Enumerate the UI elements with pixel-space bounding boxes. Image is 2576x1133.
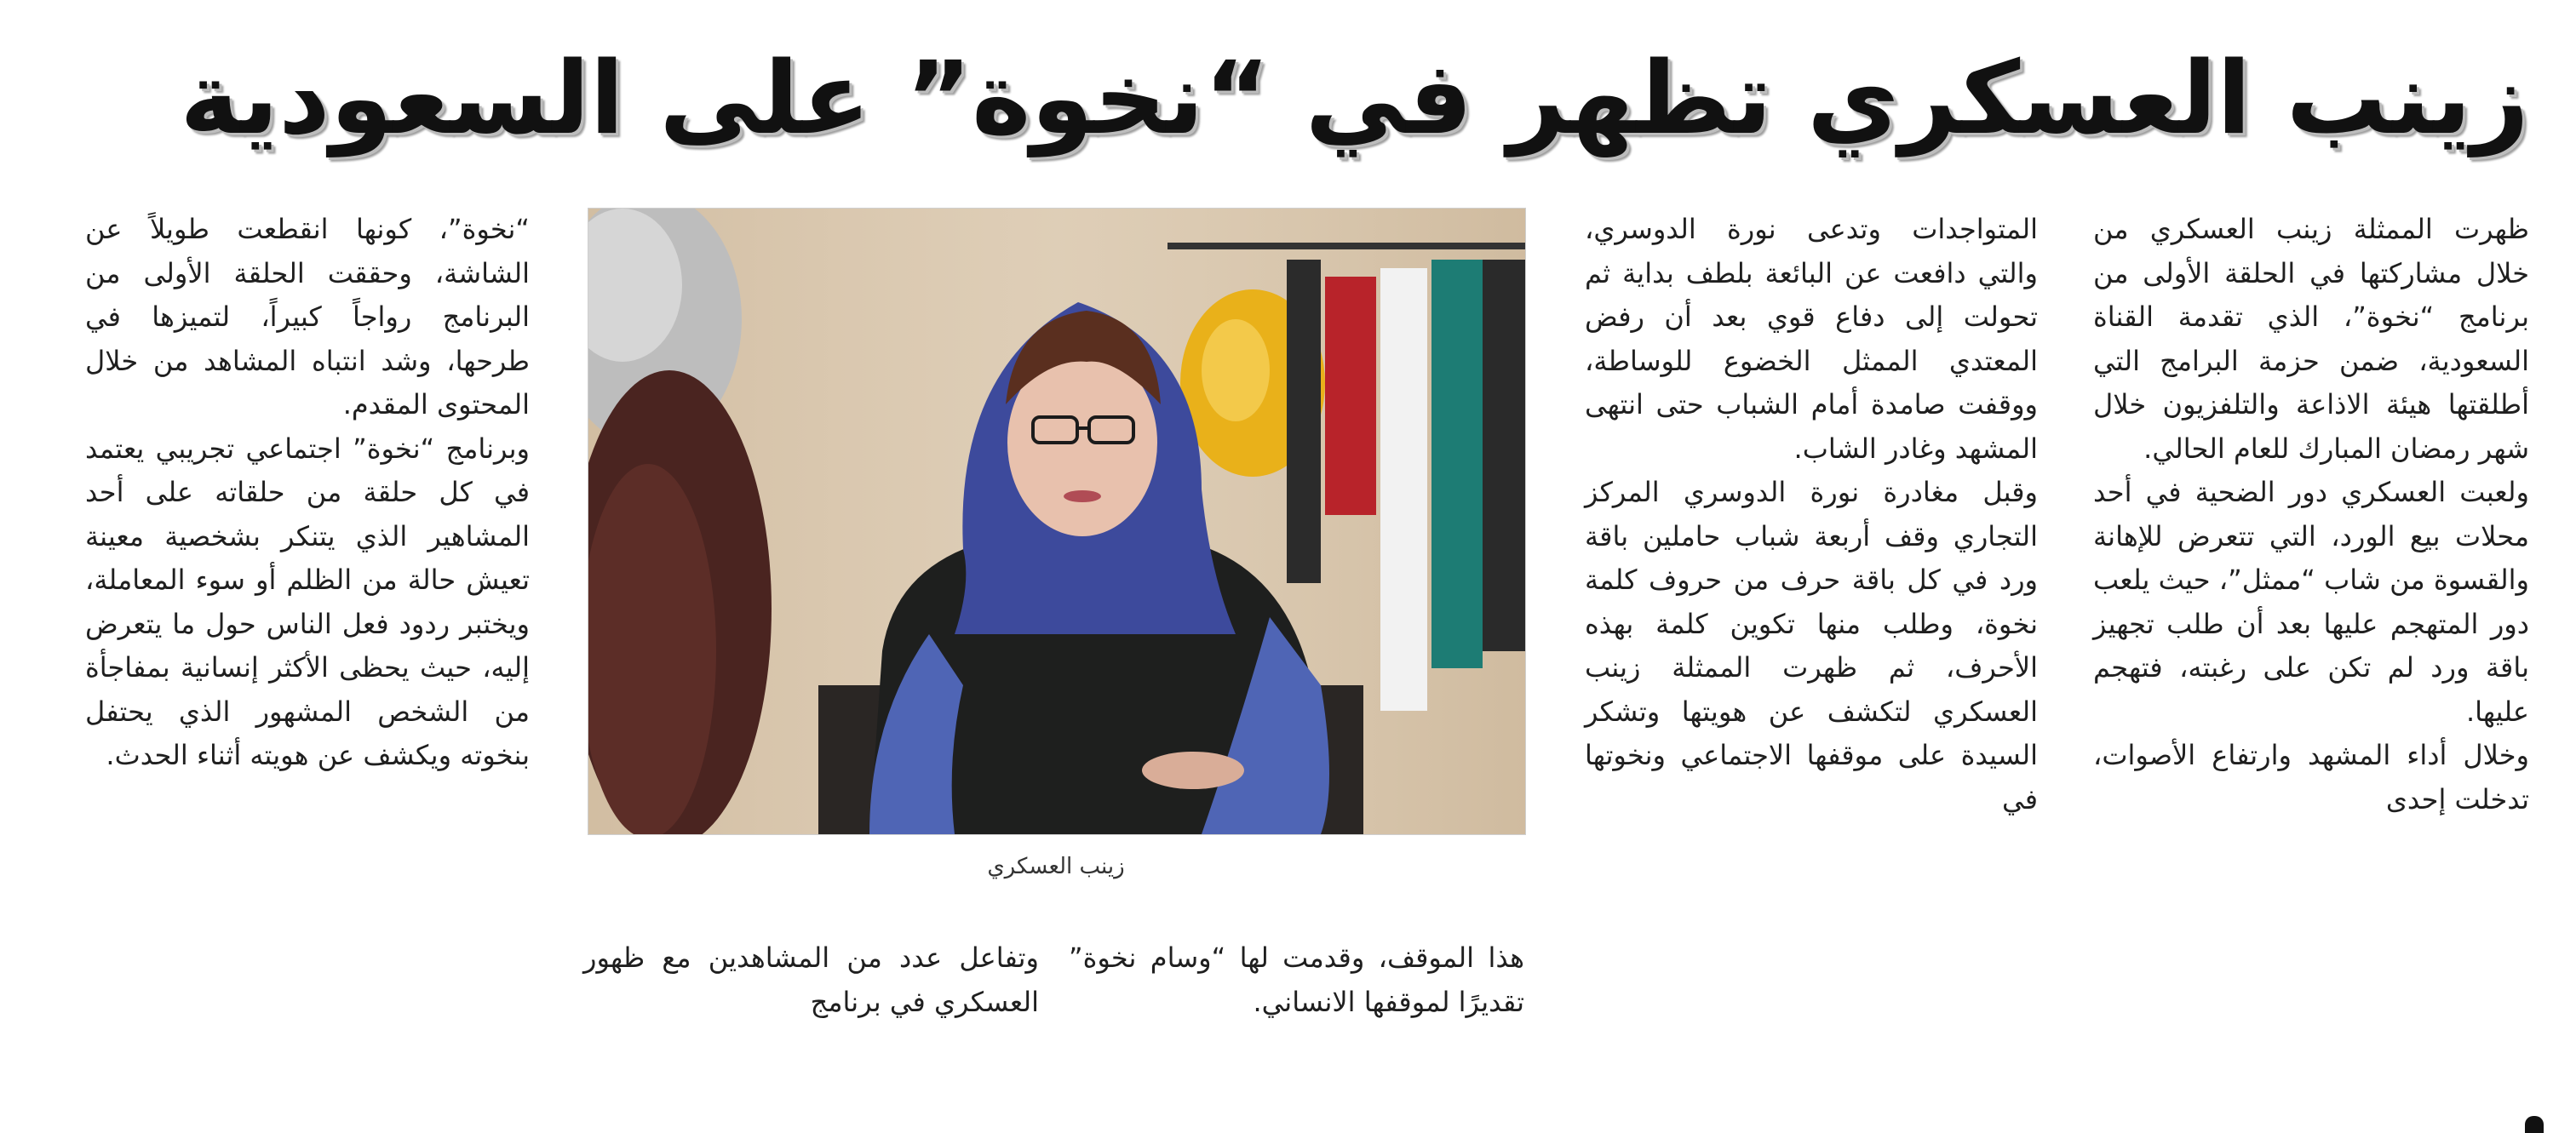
paragraph: هذا الموقف، وقدمت لها “وسام نخوة” تقديرًا لموقفها الانساني. xyxy=(1069,941,1524,1018)
portrait-photo-illustration xyxy=(588,209,1525,834)
paragraph: وتفاعل عدد من المشاهدين مع ظهور العسكري في برنامج xyxy=(583,941,1039,1018)
paragraph: ولعبت العسكري دور الضحية في أحد محلات بيع الورد، التي تتعرض للإهانة والقسوة من شاب “ممثل”، حيث يلعب دور المتهجم عليها بعد أن طلب تجهيز باقة ورد لم تكن على رغبته، فتهجم عليها. xyxy=(2093,476,2529,728)
article-column-3b xyxy=(583,936,1039,1024)
paragraph: ظهرت الممثلة زينب العسكري من خلال مشاركتها في الحلقة الأولى من برنامج “نخوة”، الذي تقدمة القناة السعودية، ضمن حزمة البرامج التي أطلقتها هيئة الاذاعة والتلفزيون خلال شهر رمضان المبارك للعام الحالي. xyxy=(2093,213,2529,465)
article-column-1 xyxy=(2093,208,2529,821)
article-column-4 xyxy=(85,208,530,778)
page-corner-mark xyxy=(2525,1116,2544,1133)
paragraph: وبرنامج “نخوة” اجتماعي تجريبي يعتمد في كل حلقة من حلقاته على أحد المشاهير الذي يتنكر بشخصية معينة تعيش حالة من الظلم أو سوء المعاملة، ويختبر ردود فعل الناس حول ما يتعرض إليه، حيث يحظى الأكثر إنسانية بمفاجأة من الشخص المشهور الذي يحتفل بنخوته ويكشف عن هويته أثناء الحدث. xyxy=(85,432,530,771)
paragraph: “نخوة”، كونها انقطعت طويلاً عن الشاشة، وحققت الحلقة الأولى من البرنامج رواجاً كبيراً، لتميزها في طرحها، وشد انتباه المشاهد من خلال المحتوى المقدم. xyxy=(85,213,530,421)
paragraph: المتواجدات وتدعى نورة الدوسري، والتي دافعت عن البائعة بلطف بداية ثم تحولت إلى دفاع قوي بعد أن رفض المعتدي الممثل الخضوع للوساطة، ووقفت صامدة أمام الشباب حتى انتهى المشهد وغادر الشاب. xyxy=(1585,213,2038,465)
article-column-2 xyxy=(1585,208,2038,821)
headline: زينب العسكري تظهر في “نخوة” على السعودية xyxy=(180,39,2529,157)
paragraph: وخلال أداء المشهد وارتفاع الأصوات، تدخلت إحدى xyxy=(2093,739,2529,815)
article-column-3a xyxy=(1069,936,1524,1024)
article-photo xyxy=(588,208,1526,835)
photo-caption: زينب العسكري xyxy=(987,854,1125,879)
paragraph: وقبل مغادرة نورة الدوسري المركز التجاري وقف أربعة شباب حاملين باقة ورد في كل باقة حرف من حروف كلمة نخوة، وطلب منها تكوين كلمة بهذه الأحرف، ثم ظهرت الممثلة زينب العسكري لتكشف عن هويتها وتشكر السيدة على موقفها الاجتماعي ونخوتها في xyxy=(1585,476,2038,815)
